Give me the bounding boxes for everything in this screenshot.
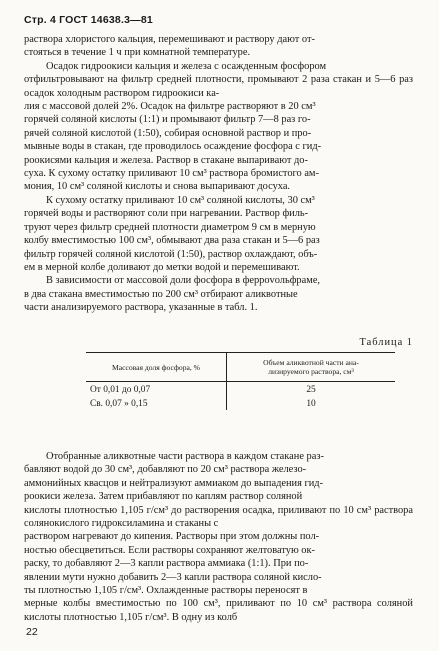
paragraph: К сухому остатку приливают 10 см³ соляной кислоты, 30 см³ горячей воды и растворяют соли при нагревании. Раствор филь- труют через фильтр средней плотности диаметром 9 см в мерную колбу вместимостью 100 см³, обмывают два раза стакан и 5—6 раз фильтр горячей соляной кислотой (1:50), раствор охлаждают, объ- ем в мерной колбе доливают до метки водой и перемешивают. (24, 194, 320, 273)
table-row (86, 396, 395, 410)
text-block-top (24, 33, 413, 315)
table-cell: От 0,01 до 0,07 (86, 382, 227, 397)
table-1 (86, 352, 395, 410)
paragraph: В зависимости от массовой доли фосфора в феррovольфраме, в два стакана вместимостью по 200 см³ отбирают аликвотные части анализируемого раствора, указанные в табл. 1. (24, 275, 321, 314)
table-cell: 25 (306, 385, 316, 395)
table-header-cell: Объем аликвотной части ана- лизируемого раствора, см³ (227, 353, 396, 382)
table-header-cell: Массовая доля фосфора, % (86, 353, 227, 382)
text-block-bottom (24, 450, 413, 624)
paragraph: Осадок гидроокиси кальция и железа с осажденным фосфором отфильтровывают на фильтр средней плотности, промывают 2 раза стакан и 5—6 раз осадок холодным раствором гидроокиси ка- лия с массовой долей 2%. Осадок на фильтре растворяют в 20 см³ горячей соляной кислоты (1:1) и промывают фильтр 7—8 раз го- рячей соляной кислотой (1:50), собирая основной раствор и про- мывные воды в стакан, где проводилось осаждение фосфора с гид- роокисями кальция и железа. Раствор в стакане выпаривают до- суха. К сухому остатку приливают 10 см³ раствора бромистого ам- мония, 10 см³ соляной кислоты и снова выпаривают досуха. (24, 60, 413, 193)
table-header-row (86, 353, 395, 382)
paragraph: раствора хлористого кальция, перемешивают и раствору дают от- стояться в течение 1 ч при комнатной температуре. (24, 34, 315, 59)
page-header: Стр. 4 ГОСТ 14638.3—81 (24, 14, 153, 26)
table-cell: Св. 0,07 » 0,15 (86, 396, 227, 410)
table-cell: 10 (306, 399, 316, 409)
table-row (86, 382, 395, 397)
paragraph: Отобранные аликвотные части раствора в каждом стакане раз- бавляют водой до 30 см³, добавляют по 20 см³ раствора железо- аммонийных квасцов и нейтрализуют аммиаком до выпадения гид- роокиси железа. Затем прибавляют по каплям раствор соляной кислоты плотностью 1,105 г/см³ до растворения осадка, приливают по 10 см³ раствора солянокислого гидроксиламина и стаканы с раствором нагревают до кипения. Растворы при этом должны пол- ностью обесцветиться. Если растворы сохраняют желтоватую ок- раску, то добавляют 2—3 капли раствора аммиака (1:1). При по- явлении мути нужно добавить 2—3 капли раствора соляной кисло- ты плотностью 1,105 г/см³. Охлажденные растворы переносят в мерные колбы вместимостью по 100 см³, приливают по 10 см³ раствора соляной кислоты плотностью 1,105 г/см³. В одну из колб (24, 451, 413, 623)
page-number: 22 (26, 626, 38, 638)
table-title: Таблица 1 (359, 337, 413, 348)
